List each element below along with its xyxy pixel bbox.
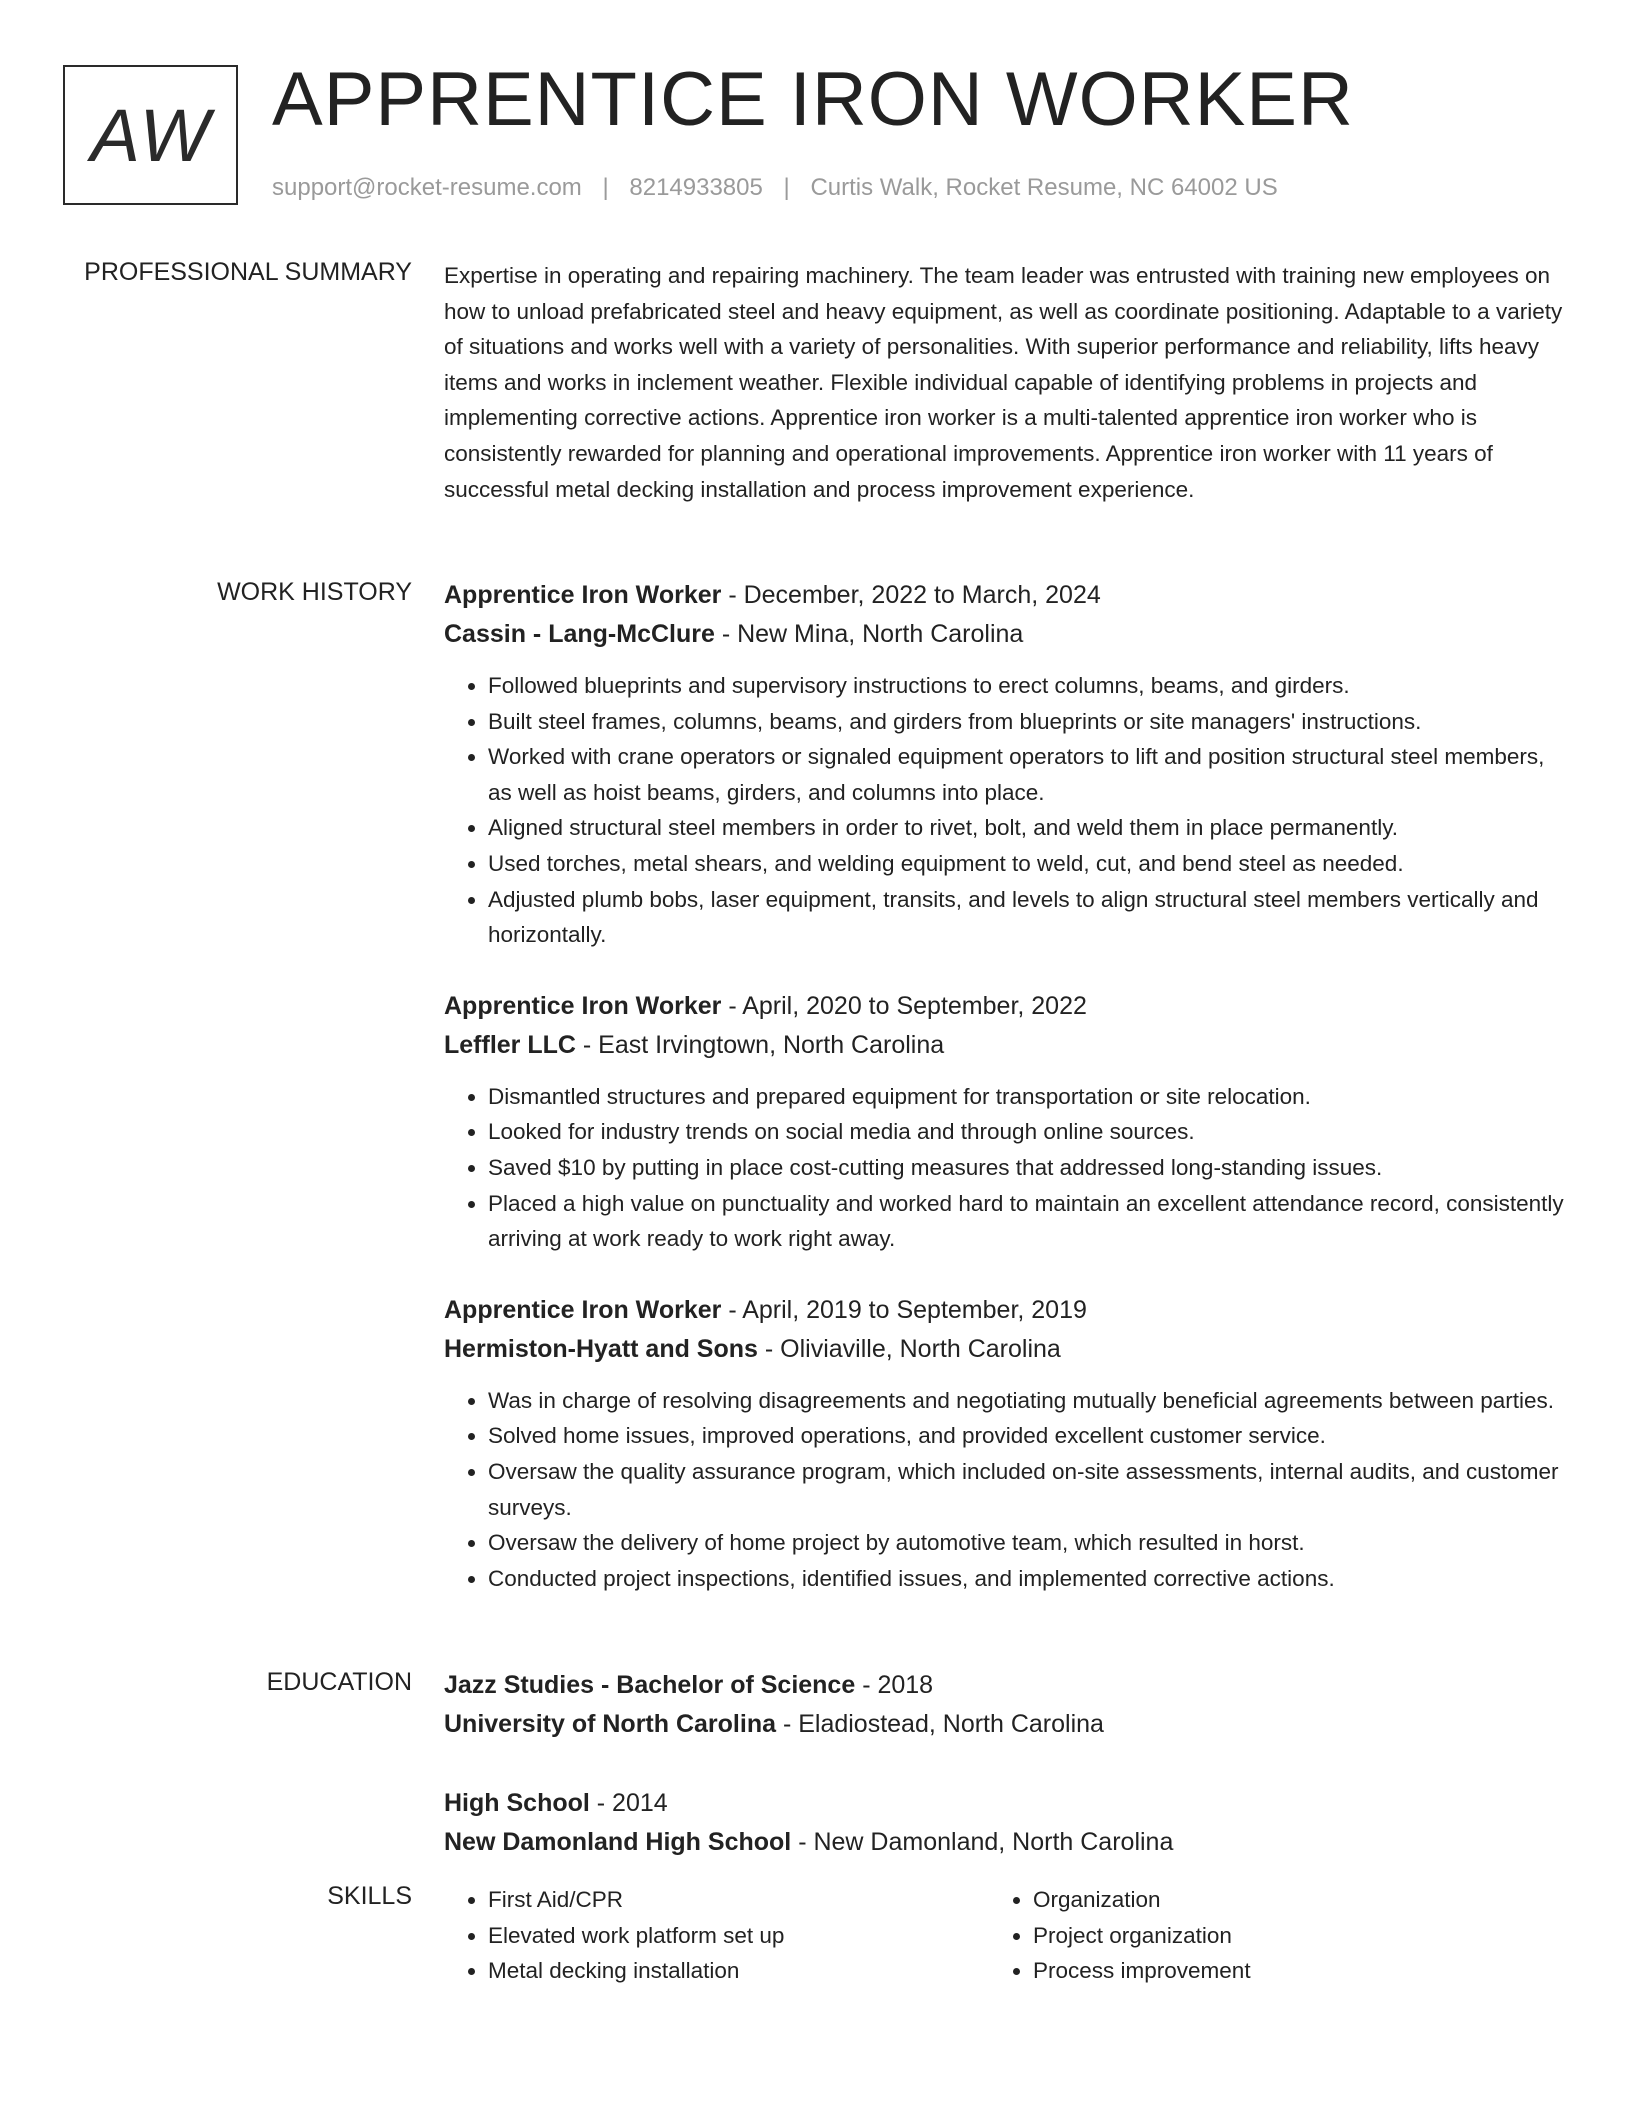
education-year: - 2014 bbox=[589, 1789, 668, 1817]
job-company: Hermiston-Hyatt and Sons bbox=[444, 1334, 758, 1363]
contact-separator: | bbox=[783, 174, 790, 201]
job-company-line bbox=[444, 615, 1564, 654]
job-entry bbox=[444, 576, 1564, 953]
section-title-work-history: WORK HISTORY bbox=[217, 578, 412, 606]
summary-text: Expertise in operating and repairing machinery. The team leader was entrusted with training new employees on how to unload prefabricated steel and heavy equipment, as well as coordinate positioning. Adaptable to a variety of situations and works well with a variety of personalities. With superior performance and reliability, lifts heavy items and works in inclement weather. Flexible individual capable of identifying problems in projects and implementing corrective actions. Apprentice iron worker is a multi-talented apprentice iron worker who is consistently rewarded for planning and operational improvements. Apprentice iron worker with 11 years of successful metal decking installation and process improvement experience. bbox=[444, 263, 1563, 502]
job-dates: - April, 2019 to September, 2019 bbox=[721, 1295, 1087, 1324]
education-year: - 2018 bbox=[855, 1671, 934, 1699]
job-company: Leffler LLC bbox=[444, 1030, 576, 1059]
job-location: - Oliviaville, North Carolina bbox=[757, 1334, 1061, 1363]
education-school: New Damonland High School bbox=[444, 1828, 792, 1856]
section-title-skills: SKILLS bbox=[327, 1882, 412, 1910]
job-bullet: • Used torches, metal shears, and welding equipment to weld, cut, and bend steel as needed. bbox=[488, 846, 1564, 882]
job-bullets bbox=[444, 1079, 1564, 1257]
job-dates: - December, 2022 to March, 2024 bbox=[721, 581, 1101, 609]
job-bullet: • Looked for industry trends on social media and through online sources. bbox=[488, 1114, 1564, 1150]
skills-grid bbox=[444, 1882, 1564, 1989]
education-degree-line bbox=[444, 1784, 1564, 1823]
education-degree-line bbox=[444, 1666, 1564, 1705]
job-bullet: • Placed a high value on punctuality and worked hard to maintain an excellent attendance record, consistently arriving at work ready to work right away. bbox=[488, 1186, 1564, 1257]
section-title-education: EDUCATION bbox=[266, 1668, 412, 1696]
job-company-line bbox=[444, 1026, 1564, 1065]
job-role-line bbox=[444, 1291, 1564, 1330]
skill-item: • Project organization bbox=[1033, 1918, 1534, 1954]
job-role: Apprentice Iron Worker bbox=[444, 991, 722, 1020]
skill-item: • Organization bbox=[1033, 1882, 1534, 1918]
education-entry bbox=[444, 1666, 1564, 1744]
job-dates: - April, 2020 to September, 2022 bbox=[721, 991, 1087, 1020]
education-degree: High School bbox=[444, 1789, 590, 1817]
education-school-line bbox=[444, 1705, 1564, 1744]
job-bullet: • Conducted project inspections, identified issues, and implemented corrective actions. bbox=[488, 1561, 1564, 1597]
skill-item: • Process improvement bbox=[1033, 1953, 1534, 1989]
job-bullets bbox=[444, 668, 1564, 953]
skills-list-right bbox=[989, 1882, 1534, 1989]
education-school-line bbox=[444, 1823, 1564, 1862]
job-bullet: • Was in charge of resolving disagreements and negotiating mutually beneficial agreements between parties. bbox=[488, 1383, 1564, 1419]
contact-address: Curtis Walk, Rocket Resume, NC 64002 US bbox=[810, 174, 1278, 201]
education-location: - New Damonland, North Carolina bbox=[791, 1828, 1174, 1856]
job-role-line bbox=[444, 987, 1564, 1026]
contact-phone[interactable]: 8214933805 bbox=[629, 174, 763, 201]
job-entry bbox=[444, 1291, 1564, 1597]
section-title-summary: PROFESSIONAL SUMMARY bbox=[84, 258, 412, 286]
job-bullet: • Worked with crane operators or signaled equipment operators to lift and position structural steel members, as well as hoist beams, girders, and columns into place. bbox=[488, 739, 1564, 810]
contact-line bbox=[272, 174, 1278, 202]
job-role: Apprentice Iron Worker bbox=[444, 1295, 722, 1324]
job-bullet: • Aligned structural steel members in order to rivet, bolt, and weld them in place permanently. bbox=[488, 810, 1564, 846]
skill-item: • First Aid/CPR bbox=[488, 1882, 989, 1918]
education-school: University of North Carolina bbox=[444, 1710, 776, 1738]
contact-email[interactable]: support@rocket-resume.com bbox=[272, 174, 582, 201]
job-bullet: • Saved $10 by putting in place cost-cutting measures that addressed long-standing issues. bbox=[488, 1150, 1564, 1186]
job-bullet: • Solved home issues, improved operations, and provided excellent customer service. bbox=[488, 1418, 1564, 1454]
job-bullet: • Oversaw the delivery of home project by automotive team, which resulted in horst. bbox=[488, 1525, 1564, 1561]
contact-separator: | bbox=[602, 174, 609, 201]
job-bullet: • Followed blueprints and supervisory instructions to erect columns, beams, and girders. bbox=[488, 668, 1564, 704]
job-entry bbox=[444, 987, 1564, 1257]
job-role-line bbox=[444, 576, 1564, 615]
monogram-logo: AW bbox=[63, 65, 238, 205]
education-entry bbox=[444, 1784, 1564, 1862]
job-location: - East Irvingtown, North Carolina bbox=[575, 1030, 945, 1059]
job-role: Apprentice Iron Worker bbox=[444, 581, 722, 609]
job-location: - New Mina, North Carolina bbox=[714, 620, 1024, 648]
job-company-line bbox=[444, 1330, 1564, 1369]
job-bullet: • Adjusted plumb bobs, laser equipment, transits, and levels to align structural steel members vertically and horizontally. bbox=[488, 882, 1564, 953]
education-degree: Jazz Studies - Bachelor of Science bbox=[444, 1671, 856, 1699]
skills-list-left bbox=[444, 1882, 989, 1989]
job-bullet: • Oversaw the quality assurance program, which included on-site assessments, internal audits, and customer surveys. bbox=[488, 1454, 1564, 1525]
education-location: - Eladiostead, North Carolina bbox=[776, 1710, 1104, 1738]
job-bullet: • Dismantled structures and prepared equipment for transportation or site relocation. bbox=[488, 1079, 1564, 1115]
job-bullet: • Built steel frames, columns, beams, and girders from blueprints or site managers' instructions. bbox=[488, 704, 1564, 740]
skill-item: • Elevated work platform set up bbox=[488, 1918, 989, 1954]
job-bullets bbox=[444, 1383, 1564, 1597]
job-company: Cassin - Lang-McClure bbox=[444, 620, 715, 648]
candidate-name: APPRENTICE IRON WORKER bbox=[272, 57, 1354, 142]
skill-item: • Metal decking installation bbox=[488, 1953, 989, 1989]
